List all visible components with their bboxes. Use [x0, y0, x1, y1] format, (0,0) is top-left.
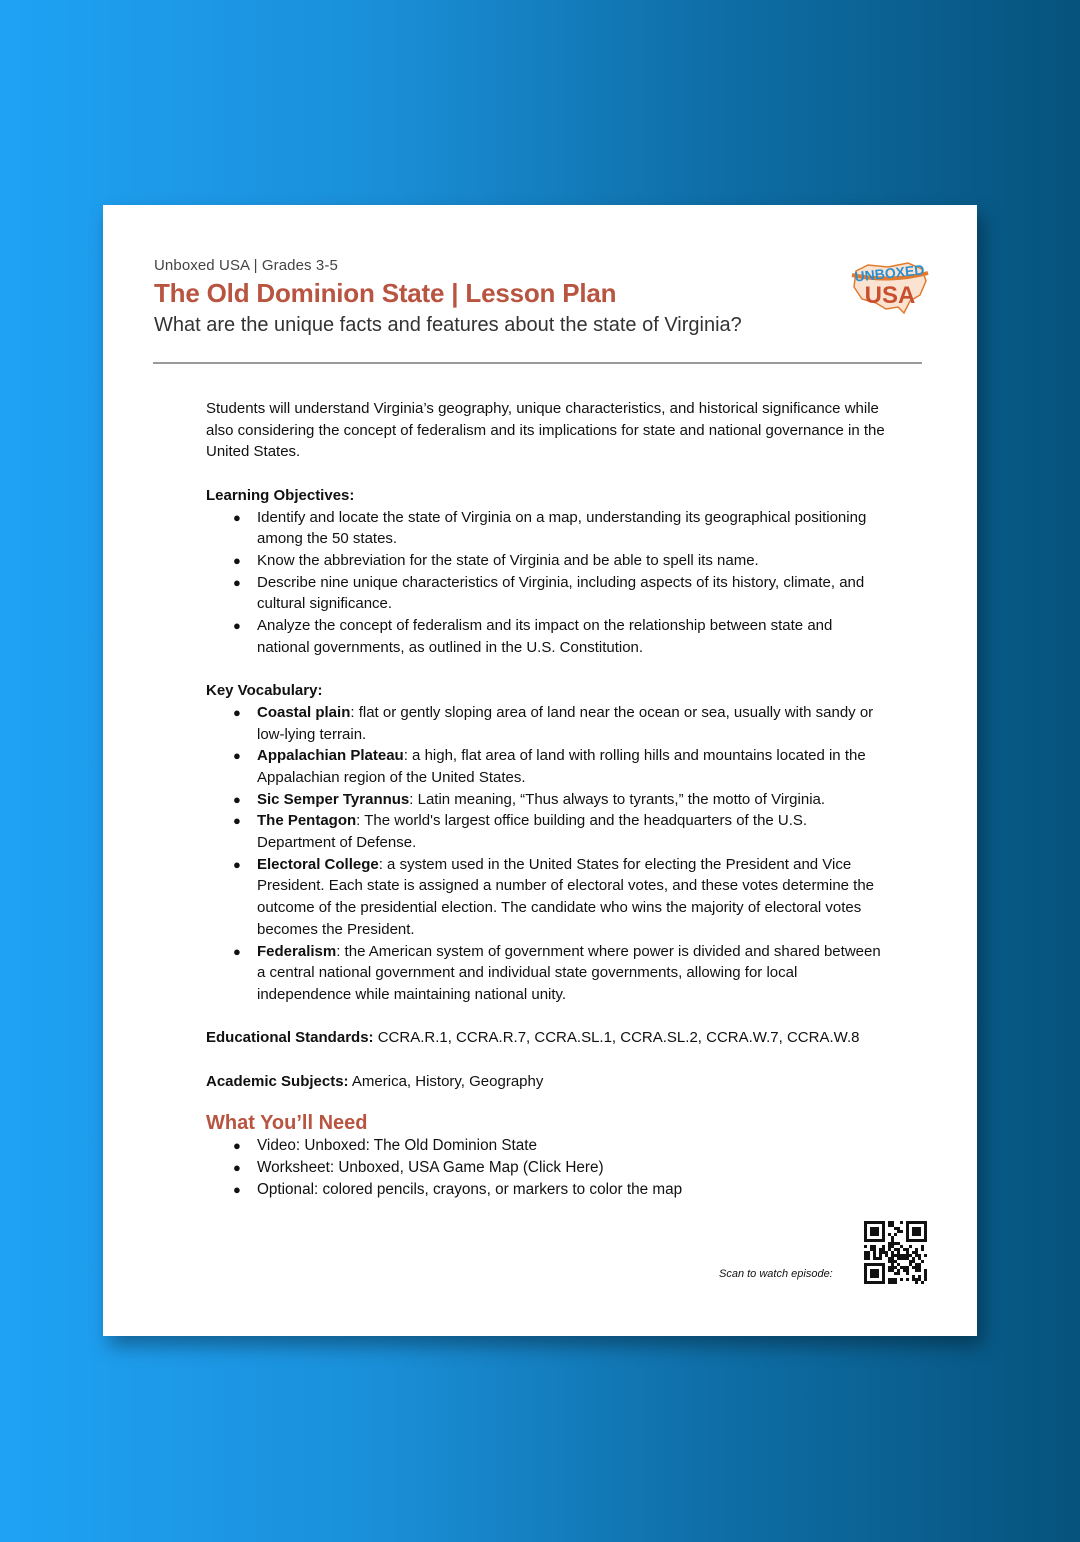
key-vocabulary-list [206, 702, 886, 1006]
vocab-definition: : a system used in the United States for electing the President and Vice President. Each state is assigned a number of electoral votes, and these votes determine the outcome of the presidential election. The candidate who wins the majority of electoral votes becomes the President. [257, 855, 875, 938]
vocab-term: Federalism [257, 942, 337, 960]
bullet-icon: ● [233, 856, 241, 872]
bullet-icon: ● [233, 813, 241, 829]
standards-label: Educational Standards: [206, 1029, 374, 1047]
bullet-icon: ● [233, 618, 241, 634]
what-you-need-heading: What You’ll Need [206, 1112, 368, 1135]
list-item: ● Identify and locate the state of Virginia on a map, understanding its geographical positioning among the 50 states. [233, 508, 867, 548]
bullet-icon: ● [233, 791, 241, 807]
vocab-item [206, 745, 886, 788]
vocab-term: Appalachian Plateau [257, 747, 404, 765]
bullet-icon: ● [233, 574, 241, 590]
vocab-item [206, 702, 886, 745]
vocab-item [206, 789, 886, 811]
bullet-icon: ● [233, 509, 241, 525]
lesson-plan-page [103, 205, 977, 1336]
bullet-icon: ● [233, 1138, 241, 1154]
vocab-item [206, 854, 886, 941]
learning-objectives-list [206, 507, 886, 659]
bullet-icon: ● [233, 704, 241, 720]
vocab-term: Sic Semper Tyrannus [257, 790, 410, 808]
eyebrow-text: Unboxed USA | Grades 3-5 [154, 257, 338, 274]
list-item: ● Video: Unboxed: The Old Dominion State [206, 1135, 886, 1157]
logo-text-unboxed: UNBOXED [853, 261, 926, 285]
bullet-icon: ● [233, 1181, 241, 1197]
scan-to-watch-label: Scan to watch episode: [719, 1268, 833, 1280]
unboxed-usa-logo [848, 251, 932, 323]
lesson-content [206, 398, 886, 1201]
bullet-icon: ● [233, 748, 241, 764]
what-you-need-list [206, 1135, 886, 1200]
logo-text-usa: USA [864, 282, 916, 309]
vocab-definition: : the American system of government where power is divided and shared between a central national government and individual state governments, allowing for local independence while maintaining national unity. [257, 942, 881, 1003]
worksheet-link[interactable]: Worksheet: Unboxed, USA Game Map (Click Here) [257, 1159, 604, 1177]
vocab-definition: : flat or gently sloping area of land near the ocean or sea, usually with sandy or low-lying terrain. [257, 703, 874, 743]
vocab-item [206, 810, 886, 853]
educational-standards [206, 1027, 886, 1049]
vocab-definition: : Latin meaning, “Thus always to tyrants,” the motto of Virginia. [409, 790, 826, 808]
intro-paragraph: Students will understand Virginia’s geography, unique characteristics, and historical significance while also considering the concept of federalism and its implications for state and national governance in the United States. [206, 400, 885, 461]
learning-objectives-heading: Learning Objectives: [206, 486, 355, 504]
subjects-value: America, History, Geography [348, 1072, 544, 1090]
list-item [206, 1157, 886, 1179]
academic-subjects [206, 1071, 886, 1093]
list-item: ● Describe nine unique characteristics of Virginia, including aspects of its history, climate, and cultural significance. [233, 573, 865, 613]
bullet-icon: ● [233, 943, 241, 959]
list-item: ● Optional: colored pencils, crayons, or markers to color the map [206, 1179, 886, 1201]
bullet-icon: ● [233, 552, 241, 568]
standards-value: CCRA.R.1, CCRA.R.7, CCRA.SL.1, CCRA.SL.2, CCRA.W.7, CCRA.W.8 [373, 1029, 860, 1047]
list-item: ● Analyze the concept of federalism and its impact on the relationship between state and national governments, as outlined in the U.S. Constitution. [233, 617, 833, 656]
key-vocabulary-heading: Key Vocabulary: [206, 682, 323, 700]
vocab-term: Coastal plain [257, 703, 351, 721]
bullet-icon: ● [233, 1160, 241, 1176]
vocab-item [206, 941, 886, 1006]
qr-code-icon[interactable] [864, 1221, 927, 1284]
vocab-definition: : a high, flat area of land with rolling hills and mountains located in the Appalachian region of the United States. [257, 747, 866, 786]
subjects-label: Academic Subjects: [206, 1072, 349, 1090]
page-subtitle: What are the unique facts and features about the state of Virginia? [154, 314, 742, 336]
vocab-term: The Pentagon [257, 812, 357, 830]
vocab-definition: : The world's largest office building and the headquarters of the U.S. Department of Defense. [257, 812, 808, 852]
list-item: ● Know the abbreviation for the state of Virginia and be able to spell its name. [206, 550, 886, 572]
page-title: The Old Dominion State | Lesson Plan [154, 278, 617, 308]
vocab-term: Electoral College [257, 855, 379, 873]
header-divider [153, 362, 922, 364]
